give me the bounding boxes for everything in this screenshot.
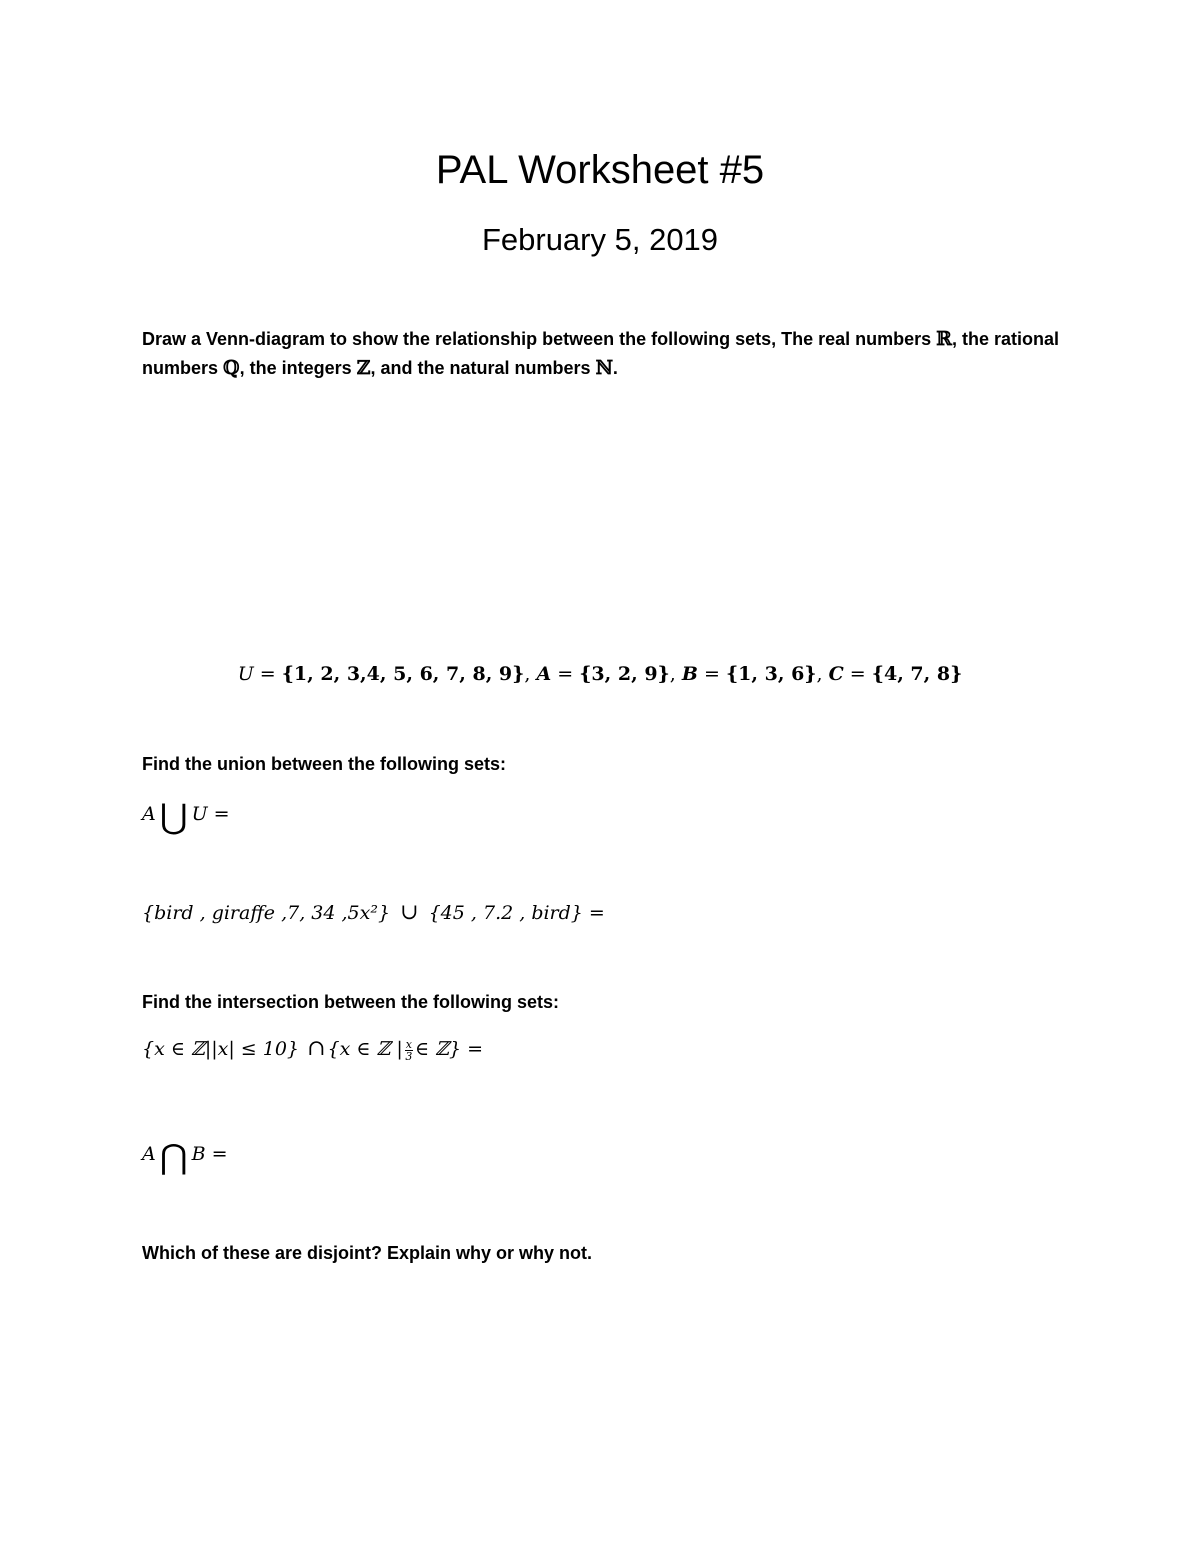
intersection-q1-left: {x ∈ ℤ||x| ≤ 10} (142, 1038, 300, 1060)
comma-sep: , (816, 663, 823, 685)
fraction-x-over-3 (405, 1039, 413, 1062)
real-numbers-symbol: ℝ (936, 328, 952, 350)
venn-prompt-text-5: . (612, 358, 618, 378)
set-a-label: A (536, 663, 552, 685)
intersection-q2-right: B = (191, 1143, 228, 1165)
union-operator: ∪ (400, 900, 419, 925)
fraction-denominator: 3 (405, 1049, 413, 1063)
venn-prompt-text-4: , and the natural numbers (370, 358, 596, 378)
comma-sep: , (669, 663, 676, 685)
equals-sign: = (703, 663, 720, 685)
big-union-operator: ⋃ (159, 797, 188, 837)
intersection-heading: Find the intersection between the following sets: (142, 992, 560, 1012)
set-c-values: {4, 7, 8} (871, 663, 963, 685)
page-title: PAL Worksheet #5 (435, 148, 765, 192)
venn-prompt-text-3: , the integers (239, 358, 357, 378)
fraction-numerator: x (405, 1037, 412, 1051)
intersection-question-2 (142, 1137, 228, 1177)
set-b-values: {1, 3, 6} (725, 663, 817, 685)
union-q2-left: {bird , giraffe ,7, 34 ,5x²} (142, 902, 391, 924)
page-date: February 5, 2019 (481, 222, 719, 257)
union-question-1 (142, 797, 230, 837)
intersection-operator: ∩ (307, 1036, 326, 1061)
venn-prompt-text-1: Draw a Venn-diagram to show the relationship between the following sets, The real numbers (142, 329, 937, 349)
union-heading: Find the union between the following sets: (142, 754, 506, 774)
set-u-values: {1, 2, 3,4, 5, 6, 7, 8, 9} (281, 663, 525, 685)
set-a-values: {3, 2, 9} (579, 663, 670, 685)
set-b-label: B (681, 663, 698, 685)
intersection-q1-right-open: {x ∈ ℤ | (327, 1038, 403, 1060)
rational-numbers-symbol: ℚ (223, 357, 240, 379)
disjoint-question: Which of these are disjoint? Explain why or why not. (142, 1243, 593, 1263)
equals-sign: = (259, 663, 276, 685)
venn-prompt (142, 325, 1072, 383)
union-q1-right: U = (191, 803, 230, 825)
natural-numbers-symbol: ℕ (595, 357, 613, 379)
union-q1-left: A (142, 803, 156, 825)
comma-sep: , (524, 663, 531, 685)
union-question-2 (142, 900, 605, 925)
equals-sign: = (557, 663, 574, 685)
equals-sign: = (849, 663, 866, 685)
intersection-q1-right-close: ∈ ℤ} = (414, 1038, 484, 1060)
set-u-label: U (237, 663, 254, 685)
integers-symbol: ℤ (356, 357, 371, 379)
union-q2-right: {45 , 7.2 , bird} = (428, 902, 605, 924)
intersection-q2-left: A (142, 1143, 156, 1165)
sets-definition (0, 663, 1200, 685)
big-intersection-operator: ⋂ (159, 1137, 188, 1177)
venn-prompt-text-2: , the rational numbers (142, 329, 1059, 378)
set-c-label: C (828, 663, 844, 685)
intersection-question-1 (142, 1036, 483, 1062)
